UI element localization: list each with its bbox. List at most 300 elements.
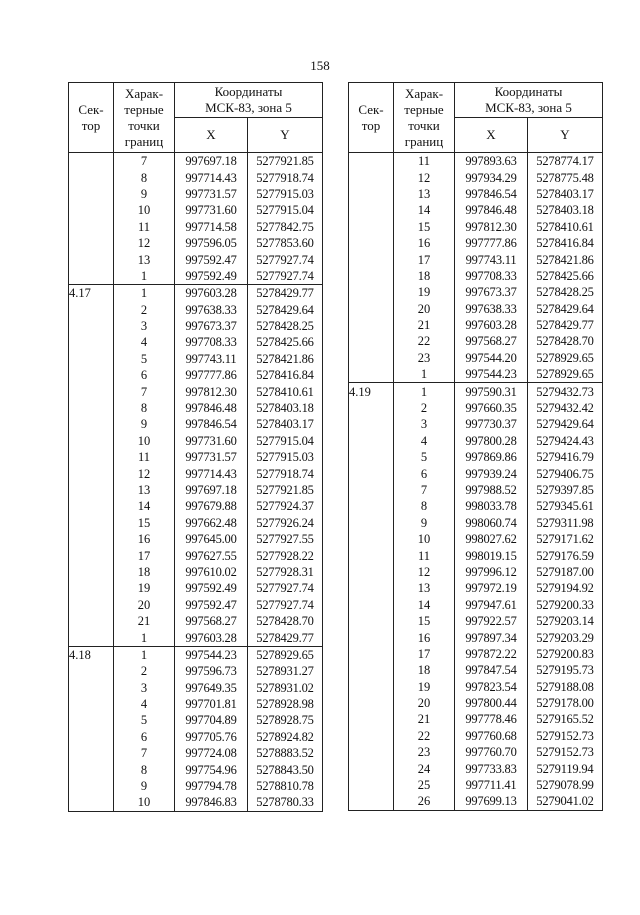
sector-cell <box>349 416 394 432</box>
point-cell: 12 <box>114 465 175 481</box>
table-row <box>349 301 603 317</box>
y-coordinate-cell: 5279165.52 <box>528 711 603 727</box>
point-cell: 17 <box>394 646 455 662</box>
y-coordinate-cell: 5278416.84 <box>528 235 603 251</box>
sector-cell <box>69 745 114 761</box>
table-body-left <box>69 153 323 812</box>
y-coordinate-cell: 5278410.61 <box>528 219 603 235</box>
y-coordinate-cell: 5277928.22 <box>248 547 323 563</box>
table-row <box>69 531 323 547</box>
table-row <box>69 597 323 613</box>
header-point <box>394 83 455 153</box>
sector-cell <box>69 302 114 318</box>
sector-cell <box>69 696 114 712</box>
point-cell: 3 <box>114 680 175 696</box>
y-coordinate-cell: 5277915.04 <box>248 433 323 449</box>
table-row <box>349 515 603 531</box>
table-row <box>69 302 323 318</box>
point-cell: 18 <box>114 564 175 580</box>
x-coordinate-cell: 997846.48 <box>455 202 528 218</box>
x-coordinate-cell: 997724.08 <box>175 745 248 761</box>
x-coordinate-cell: 997743.11 <box>175 351 248 367</box>
x-coordinate-cell: 997947.61 <box>455 597 528 613</box>
table-row <box>349 350 603 366</box>
table-row <box>69 285 323 302</box>
y-coordinate-cell: 5277842.75 <box>248 219 323 235</box>
sector-cell <box>349 366 394 383</box>
point-cell: 4 <box>114 696 175 712</box>
point-cell: 12 <box>114 235 175 251</box>
table-row <box>69 334 323 350</box>
x-coordinate-cell: 997714.43 <box>175 169 248 185</box>
sector-cell <box>349 153 394 170</box>
header-sector-line-2: тор <box>81 117 101 133</box>
table-row <box>349 268 603 284</box>
table-row <box>69 646 323 663</box>
y-coordinate-cell: 5278428.25 <box>528 284 603 300</box>
table-row <box>69 745 323 761</box>
point-cell: 13 <box>394 580 455 596</box>
x-coordinate-cell: 997996.12 <box>455 564 528 580</box>
x-coordinate-cell: 997673.37 <box>175 318 248 334</box>
x-coordinate-cell: 997596.73 <box>175 663 248 679</box>
coordinates-table-left <box>68 82 323 812</box>
point-cell: 10 <box>394 531 455 547</box>
y-coordinate-cell: 5279429.64 <box>528 416 603 432</box>
point-cell: 13 <box>114 482 175 498</box>
table-row <box>69 696 323 712</box>
y-coordinate-cell: 5279432.42 <box>528 400 603 416</box>
x-coordinate-cell: 997731.60 <box>175 433 248 449</box>
table-row <box>69 318 323 334</box>
header-y: Y <box>528 118 603 153</box>
y-coordinate-cell: 5278810.78 <box>248 778 323 794</box>
x-coordinate-cell: 997812.30 <box>175 383 248 399</box>
y-coordinate-cell: 5279152.73 <box>528 744 603 760</box>
point-cell: 9 <box>114 778 175 794</box>
x-coordinate-cell: 997846.54 <box>455 186 528 202</box>
x-coordinate-cell: 997872.22 <box>455 646 528 662</box>
sector-cell <box>69 334 114 350</box>
y-coordinate-cell: 5278429.77 <box>248 285 323 302</box>
table-row <box>69 383 323 399</box>
x-coordinate-cell: 997714.58 <box>175 219 248 235</box>
point-cell: 10 <box>114 433 175 449</box>
x-coordinate-cell: 997897.34 <box>455 629 528 645</box>
table-row <box>349 580 603 596</box>
point-cell: 21 <box>394 317 455 333</box>
point-cell: 8 <box>394 498 455 514</box>
table-row <box>69 729 323 745</box>
point-cell: 8 <box>114 169 175 185</box>
x-coordinate-cell: 997592.47 <box>175 597 248 613</box>
sector-cell <box>349 679 394 695</box>
header-point-line-1: Харак- <box>404 85 444 101</box>
header-point-line-3: точки <box>128 117 160 133</box>
y-coordinate-cell: 5278928.75 <box>248 712 323 728</box>
y-coordinate-cell: 5279041.02 <box>528 793 603 810</box>
y-coordinate-cell: 5278403.18 <box>528 202 603 218</box>
x-coordinate-cell: 997777.86 <box>175 367 248 383</box>
point-cell: 6 <box>394 465 455 481</box>
point-cell: 5 <box>114 712 175 728</box>
table-row <box>349 416 603 432</box>
table-row <box>69 712 323 728</box>
point-cell: 7 <box>394 482 455 498</box>
point-cell: 23 <box>394 350 455 366</box>
table-row <box>69 202 323 218</box>
y-coordinate-cell: 5277924.37 <box>248 498 323 514</box>
table-row <box>69 564 323 580</box>
point-cell: 12 <box>394 169 455 185</box>
header-y: Y <box>248 118 323 153</box>
y-coordinate-cell: 5278929.65 <box>528 350 603 366</box>
y-coordinate-cell: 5278421.86 <box>528 251 603 267</box>
table-row <box>69 680 323 696</box>
y-coordinate-cell: 5277921.85 <box>248 482 323 498</box>
sector-cell <box>349 613 394 629</box>
point-cell: 9 <box>394 515 455 531</box>
x-coordinate-cell: 997731.60 <box>175 202 248 218</box>
y-coordinate-cell: 5278429.64 <box>528 301 603 317</box>
y-coordinate-cell: 5278425.66 <box>528 268 603 284</box>
point-cell: 25 <box>394 777 455 793</box>
table-row <box>349 333 603 349</box>
header-coords <box>175 83 323 118</box>
sector-cell <box>69 465 114 481</box>
sector-cell <box>69 712 114 728</box>
y-coordinate-cell: 5279203.14 <box>528 613 603 629</box>
sector-cell <box>349 711 394 727</box>
table-row <box>349 695 603 711</box>
table-row <box>349 449 603 465</box>
sector-cell <box>69 235 114 251</box>
x-coordinate-cell: 997731.57 <box>175 449 248 465</box>
table-row <box>349 613 603 629</box>
point-cell: 1 <box>394 383 455 400</box>
y-coordinate-cell: 5278428.25 <box>248 318 323 334</box>
table-row <box>349 498 603 514</box>
y-coordinate-cell: 5277853.60 <box>248 235 323 251</box>
y-coordinate-cell: 5277921.85 <box>248 153 323 170</box>
point-cell: 7 <box>114 745 175 761</box>
table-row <box>69 580 323 596</box>
point-cell: 19 <box>114 580 175 596</box>
x-coordinate-cell: 997922.57 <box>455 613 528 629</box>
sector-cell <box>349 186 394 202</box>
x-coordinate-cell: 997733.83 <box>455 760 528 776</box>
table-row <box>349 186 603 202</box>
sector-cell <box>69 202 114 218</box>
table-row <box>69 449 323 465</box>
sector-cell <box>349 400 394 416</box>
sector-cell <box>349 695 394 711</box>
x-coordinate-cell: 997846.54 <box>175 416 248 432</box>
table-row <box>69 169 323 185</box>
table-row <box>349 564 603 580</box>
point-cell: 6 <box>114 729 175 745</box>
x-coordinate-cell: 997679.88 <box>175 498 248 514</box>
y-coordinate-cell: 5278403.17 <box>528 186 603 202</box>
y-coordinate-cell: 5278775.48 <box>528 169 603 185</box>
table-row <box>69 778 323 794</box>
point-cell: 1 <box>114 285 175 302</box>
sector-cell <box>349 301 394 317</box>
table-row <box>69 186 323 202</box>
table-row <box>349 219 603 235</box>
x-coordinate-cell: 997794.78 <box>175 778 248 794</box>
y-coordinate-cell: 5279171.62 <box>528 531 603 547</box>
x-coordinate-cell: 997893.63 <box>455 153 528 170</box>
point-cell: 17 <box>114 547 175 563</box>
point-cell: 9 <box>114 416 175 432</box>
y-coordinate-cell: 5277918.74 <box>248 169 323 185</box>
x-coordinate-cell: 997972.19 <box>455 580 528 596</box>
point-cell: 3 <box>394 416 455 432</box>
x-coordinate-cell: 997649.35 <box>175 680 248 696</box>
y-coordinate-cell: 5278410.61 <box>248 383 323 399</box>
table-row <box>69 515 323 531</box>
sector-cell <box>349 646 394 662</box>
table-row <box>69 268 323 285</box>
sector-cell <box>69 416 114 432</box>
y-coordinate-cell: 5278928.98 <box>248 696 323 712</box>
point-cell: 9 <box>114 186 175 202</box>
header-point-line-2: терные <box>124 101 164 117</box>
x-coordinate-cell: 997544.23 <box>175 646 248 663</box>
y-coordinate-cell: 5278429.77 <box>248 629 323 646</box>
table-row <box>69 465 323 481</box>
x-coordinate-cell: 997778.46 <box>455 711 528 727</box>
sector-cell <box>69 564 114 580</box>
y-coordinate-cell: 5279188.08 <box>528 679 603 695</box>
table-row <box>349 728 603 744</box>
sector-cell <box>69 613 114 629</box>
sector-cell <box>349 547 394 563</box>
sector-cell <box>69 498 114 514</box>
y-coordinate-cell: 5278421.86 <box>248 351 323 367</box>
sector-cell <box>349 268 394 284</box>
y-coordinate-cell: 5277927.74 <box>248 580 323 596</box>
sector-cell <box>69 597 114 613</box>
sector-cell: 4.19 <box>349 383 394 400</box>
table-row <box>349 711 603 727</box>
sector-cell <box>69 367 114 383</box>
y-coordinate-cell: 5279119.94 <box>528 760 603 776</box>
table-row <box>349 284 603 300</box>
y-coordinate-cell: 5278929.65 <box>248 646 323 663</box>
sector-cell <box>349 333 394 349</box>
y-coordinate-cell: 5278403.18 <box>248 400 323 416</box>
y-coordinate-cell: 5277918.74 <box>248 465 323 481</box>
sector-cell <box>349 317 394 333</box>
x-coordinate-cell: 997544.23 <box>455 366 528 383</box>
x-coordinate-cell: 997603.28 <box>175 629 248 646</box>
point-cell: 1 <box>114 268 175 285</box>
x-coordinate-cell: 997711.41 <box>455 777 528 793</box>
x-coordinate-cell: 998060.74 <box>455 515 528 531</box>
x-coordinate-cell: 997800.28 <box>455 433 528 449</box>
sector-cell <box>349 597 394 613</box>
point-cell: 8 <box>114 761 175 777</box>
header-sector <box>349 83 394 153</box>
sector-cell <box>349 350 394 366</box>
table-row <box>69 613 323 629</box>
point-cell: 13 <box>114 251 175 267</box>
sector-cell <box>349 728 394 744</box>
sector-cell <box>69 351 114 367</box>
table-row <box>349 760 603 776</box>
sector-cell <box>69 580 114 596</box>
sector-cell <box>69 449 114 465</box>
x-coordinate-cell: 998019.15 <box>455 547 528 563</box>
table-row <box>349 679 603 695</box>
sector-cell <box>349 433 394 449</box>
sector-cell <box>69 531 114 547</box>
sector-cell <box>69 219 114 235</box>
y-coordinate-cell: 5278780.33 <box>248 794 323 811</box>
x-coordinate-cell: 997823.54 <box>455 679 528 695</box>
point-cell: 1 <box>394 366 455 383</box>
x-coordinate-cell: 997603.28 <box>455 317 528 333</box>
point-cell: 16 <box>394 629 455 645</box>
y-coordinate-cell: 5279424.43 <box>528 433 603 449</box>
y-coordinate-cell: 5278883.52 <box>248 745 323 761</box>
x-coordinate-cell: 997638.33 <box>175 302 248 318</box>
sector-cell <box>349 531 394 547</box>
sector-cell <box>349 251 394 267</box>
sector-cell <box>349 515 394 531</box>
point-cell: 1 <box>114 629 175 646</box>
x-coordinate-cell: 997708.33 <box>455 268 528 284</box>
table-body-right <box>349 153 603 811</box>
y-coordinate-cell: 5279178.00 <box>528 695 603 711</box>
sector-cell <box>349 465 394 481</box>
table-row <box>69 367 323 383</box>
sector-cell <box>69 778 114 794</box>
sector-cell: 4.17 <box>69 285 114 302</box>
sector-cell <box>69 268 114 285</box>
x-coordinate-cell: 997812.30 <box>455 219 528 235</box>
y-coordinate-cell: 5279078.99 <box>528 777 603 793</box>
y-coordinate-cell: 5278931.02 <box>248 680 323 696</box>
header-point-line-3: точки <box>408 117 440 133</box>
sector-cell <box>349 662 394 678</box>
y-coordinate-cell: 5278416.84 <box>248 367 323 383</box>
x-coordinate-cell: 997934.29 <box>455 169 528 185</box>
y-coordinate-cell: 5278428.70 <box>528 333 603 349</box>
y-coordinate-cell: 5277915.04 <box>248 202 323 218</box>
x-coordinate-cell: 997568.27 <box>455 333 528 349</box>
x-coordinate-cell: 997544.20 <box>455 350 528 366</box>
x-coordinate-cell: 998033.78 <box>455 498 528 514</box>
x-coordinate-cell: 997662.48 <box>175 515 248 531</box>
x-coordinate-cell: 997800.44 <box>455 695 528 711</box>
point-cell: 21 <box>114 613 175 629</box>
table-row <box>349 777 603 793</box>
point-cell: 15 <box>394 219 455 235</box>
point-cell: 5 <box>394 449 455 465</box>
header-point-line-4: границ <box>124 133 164 149</box>
point-cell: 1 <box>114 646 175 663</box>
table-row <box>69 416 323 432</box>
table-row <box>349 366 603 383</box>
point-cell: 14 <box>114 498 175 514</box>
sector-cell <box>69 794 114 811</box>
table-row <box>349 465 603 481</box>
point-cell: 19 <box>394 284 455 300</box>
sector-cell <box>349 564 394 580</box>
table-row <box>69 547 323 563</box>
y-coordinate-cell: 5277928.31 <box>248 564 323 580</box>
header-sector <box>69 83 114 153</box>
header-coords-line-1: Координаты <box>494 84 563 99</box>
point-cell: 14 <box>394 202 455 218</box>
sector-cell <box>349 482 394 498</box>
table-row <box>69 351 323 367</box>
point-cell: 26 <box>394 793 455 810</box>
y-coordinate-cell: 5277927.55 <box>248 531 323 547</box>
y-coordinate-cell: 5278428.70 <box>248 613 323 629</box>
x-coordinate-cell: 997939.24 <box>455 465 528 481</box>
table-row <box>69 498 323 514</box>
header-coords-line-2: МСК-83, зона 5 <box>485 100 572 115</box>
sector-cell <box>349 202 394 218</box>
table-row <box>349 202 603 218</box>
table-row <box>349 383 603 400</box>
header-point-line-1: Харак- <box>124 85 164 101</box>
table-row <box>349 547 603 563</box>
y-coordinate-cell: 5278429.77 <box>528 317 603 333</box>
y-coordinate-cell: 5279194.92 <box>528 580 603 596</box>
table-row <box>349 793 603 810</box>
sector-cell <box>349 284 394 300</box>
point-cell: 20 <box>394 301 455 317</box>
x-coordinate-cell: 997592.49 <box>175 268 248 285</box>
x-coordinate-cell: 997590.31 <box>455 383 528 400</box>
y-coordinate-cell: 5279203.29 <box>528 629 603 645</box>
sector-cell <box>69 547 114 563</box>
point-cell: 2 <box>114 663 175 679</box>
point-cell: 2 <box>114 302 175 318</box>
point-cell: 18 <box>394 662 455 678</box>
table-row <box>69 482 323 498</box>
sector-cell <box>349 498 394 514</box>
point-cell: 6 <box>114 367 175 383</box>
x-coordinate-cell: 998027.62 <box>455 531 528 547</box>
sector-cell <box>349 449 394 465</box>
table-row <box>349 235 603 251</box>
point-cell: 17 <box>394 251 455 267</box>
x-coordinate-cell: 997610.02 <box>175 564 248 580</box>
sector-cell <box>69 761 114 777</box>
y-coordinate-cell: 5279187.00 <box>528 564 603 580</box>
header-point-line-4: границ <box>404 133 444 149</box>
y-coordinate-cell: 5279200.33 <box>528 597 603 613</box>
table-row <box>349 317 603 333</box>
y-coordinate-cell: 5279311.98 <box>528 515 603 531</box>
x-coordinate-cell: 997592.49 <box>175 580 248 596</box>
sector-cell <box>349 744 394 760</box>
sector-cell <box>349 235 394 251</box>
point-cell: 7 <box>114 383 175 399</box>
x-coordinate-cell: 997627.55 <box>175 547 248 563</box>
y-coordinate-cell: 5278843.50 <box>248 761 323 777</box>
x-coordinate-cell: 997760.70 <box>455 744 528 760</box>
y-coordinate-cell: 5279200.83 <box>528 646 603 662</box>
table-row <box>69 153 323 170</box>
header-coords-line-2: МСК-83, зона 5 <box>205 100 292 115</box>
